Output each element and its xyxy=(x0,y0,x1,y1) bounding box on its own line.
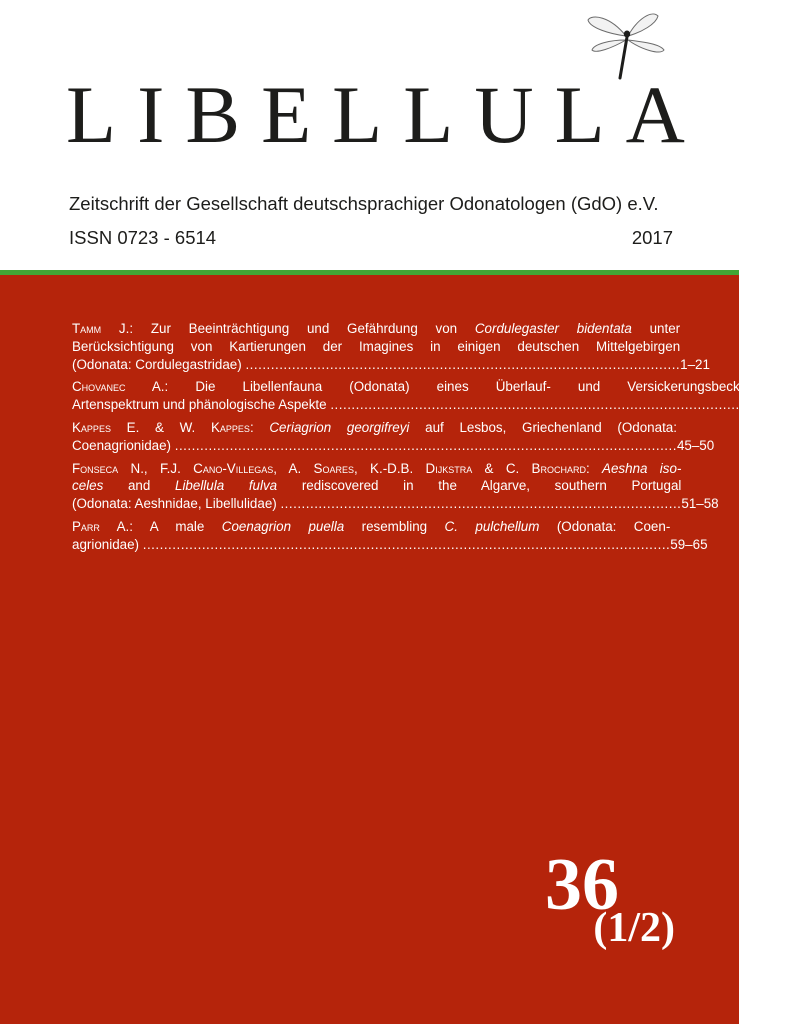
toc-pages: 51–58 xyxy=(681,496,719,512)
toc-entry-text: Kappes E. & W. Kappes: Ceriagrion georgifreyi auf Lesbos, Griechenland (Odonata: Coenagrionidae) ....................................................................................................................... xyxy=(72,419,677,453)
toc-entry-text: Fonseca N., F.J. Cano-Villegas, A. Soares, K.-D.B. Dijkstra & C. Brochard: Aeshna iso- celes and Libellula fulva rediscovered in the Algarve, southern Portugal (Odonata: Aeshnidae, Libellulidae) ............................................................................................... xyxy=(72,460,682,512)
leader-dots: ............................................................................................................................. xyxy=(142,536,671,552)
toc-pages: 59–65 xyxy=(670,536,708,552)
toc-author: Parr A. xyxy=(72,518,130,534)
species-name: Aeshna iso- xyxy=(602,460,682,476)
species-name: Cordulegaster bidentata xyxy=(474,321,632,336)
journal-title: LIBELLULA xyxy=(66,69,706,160)
dragonfly-icon xyxy=(580,6,670,86)
species-name: C. pulchellum xyxy=(444,518,540,534)
leader-dots: ....................................................................................................................... xyxy=(174,437,677,453)
species-name: Ceriagrion georgifreyi xyxy=(269,419,410,435)
leader-dots: ............................................................................................... xyxy=(280,496,682,512)
year: 2017 xyxy=(631,227,673,248)
species-name: Libellula fulva xyxy=(175,478,278,494)
toc-entry[interactable] xyxy=(72,320,710,373)
toc-entry[interactable] xyxy=(72,518,708,554)
toc-author: Fonseca N., F.J. Cano-Villegas, A. Soares, K.-D.B. Dijkstra & C. Brochard xyxy=(72,460,586,476)
toc-entry-text: Chovanec A.: Die Libellenfauna (Odonata) eines Überlauf- und Versickerungsbeckens: Artenspektrum und phänologische Aspekte ....................................................................................................... xyxy=(72,379,766,413)
toc-entry-text: Parr A.: A male Coenagrion puella resembling C. pulchellum (Odonata: Coen- agrionidae) ............................................................................................................................. xyxy=(72,518,671,552)
leader-dots: ....................................................................................................... xyxy=(245,356,681,372)
toc-pages: 23–44 xyxy=(765,397,802,413)
toc-author: Tamm J. xyxy=(72,321,130,336)
cover-header xyxy=(0,0,739,270)
toc-entry[interactable] xyxy=(72,460,719,513)
species-name: Coenagrion puella xyxy=(221,518,345,534)
toc-entry[interactable] xyxy=(72,419,715,455)
toc-author: Kappes E. & W. Kappes xyxy=(72,419,250,435)
table-of-contents xyxy=(72,320,802,559)
journal-subtitle: Zeitschrift der Gesellschaft deutschsprachiger Odonatologen (GdO) e.V. xyxy=(69,193,659,214)
issue-number: (1/2) xyxy=(593,905,675,951)
issn: ISSN 0723 - 6514 xyxy=(69,227,217,248)
toc-entry-text: Tamm J.: Zur Beeinträchtigung und Gefährdung von Cordulegaster bidentata unter Berücksichtigung von Kartierungen der Imagines in einigen deutschen Mittelgebirgen (Odonata: Cordulegastridae) ....................................................................................................... xyxy=(72,321,681,372)
leader-dots: ....................................................................................................... xyxy=(330,397,766,413)
toc-author: Chovanec A. xyxy=(72,379,165,395)
toc-pages: 45–50 xyxy=(676,437,715,453)
volume-number: 36 xyxy=(545,844,619,926)
toc-entry[interactable] xyxy=(72,378,802,414)
toc-pages: 1–21 xyxy=(680,356,710,372)
species-name: celes xyxy=(72,478,104,494)
